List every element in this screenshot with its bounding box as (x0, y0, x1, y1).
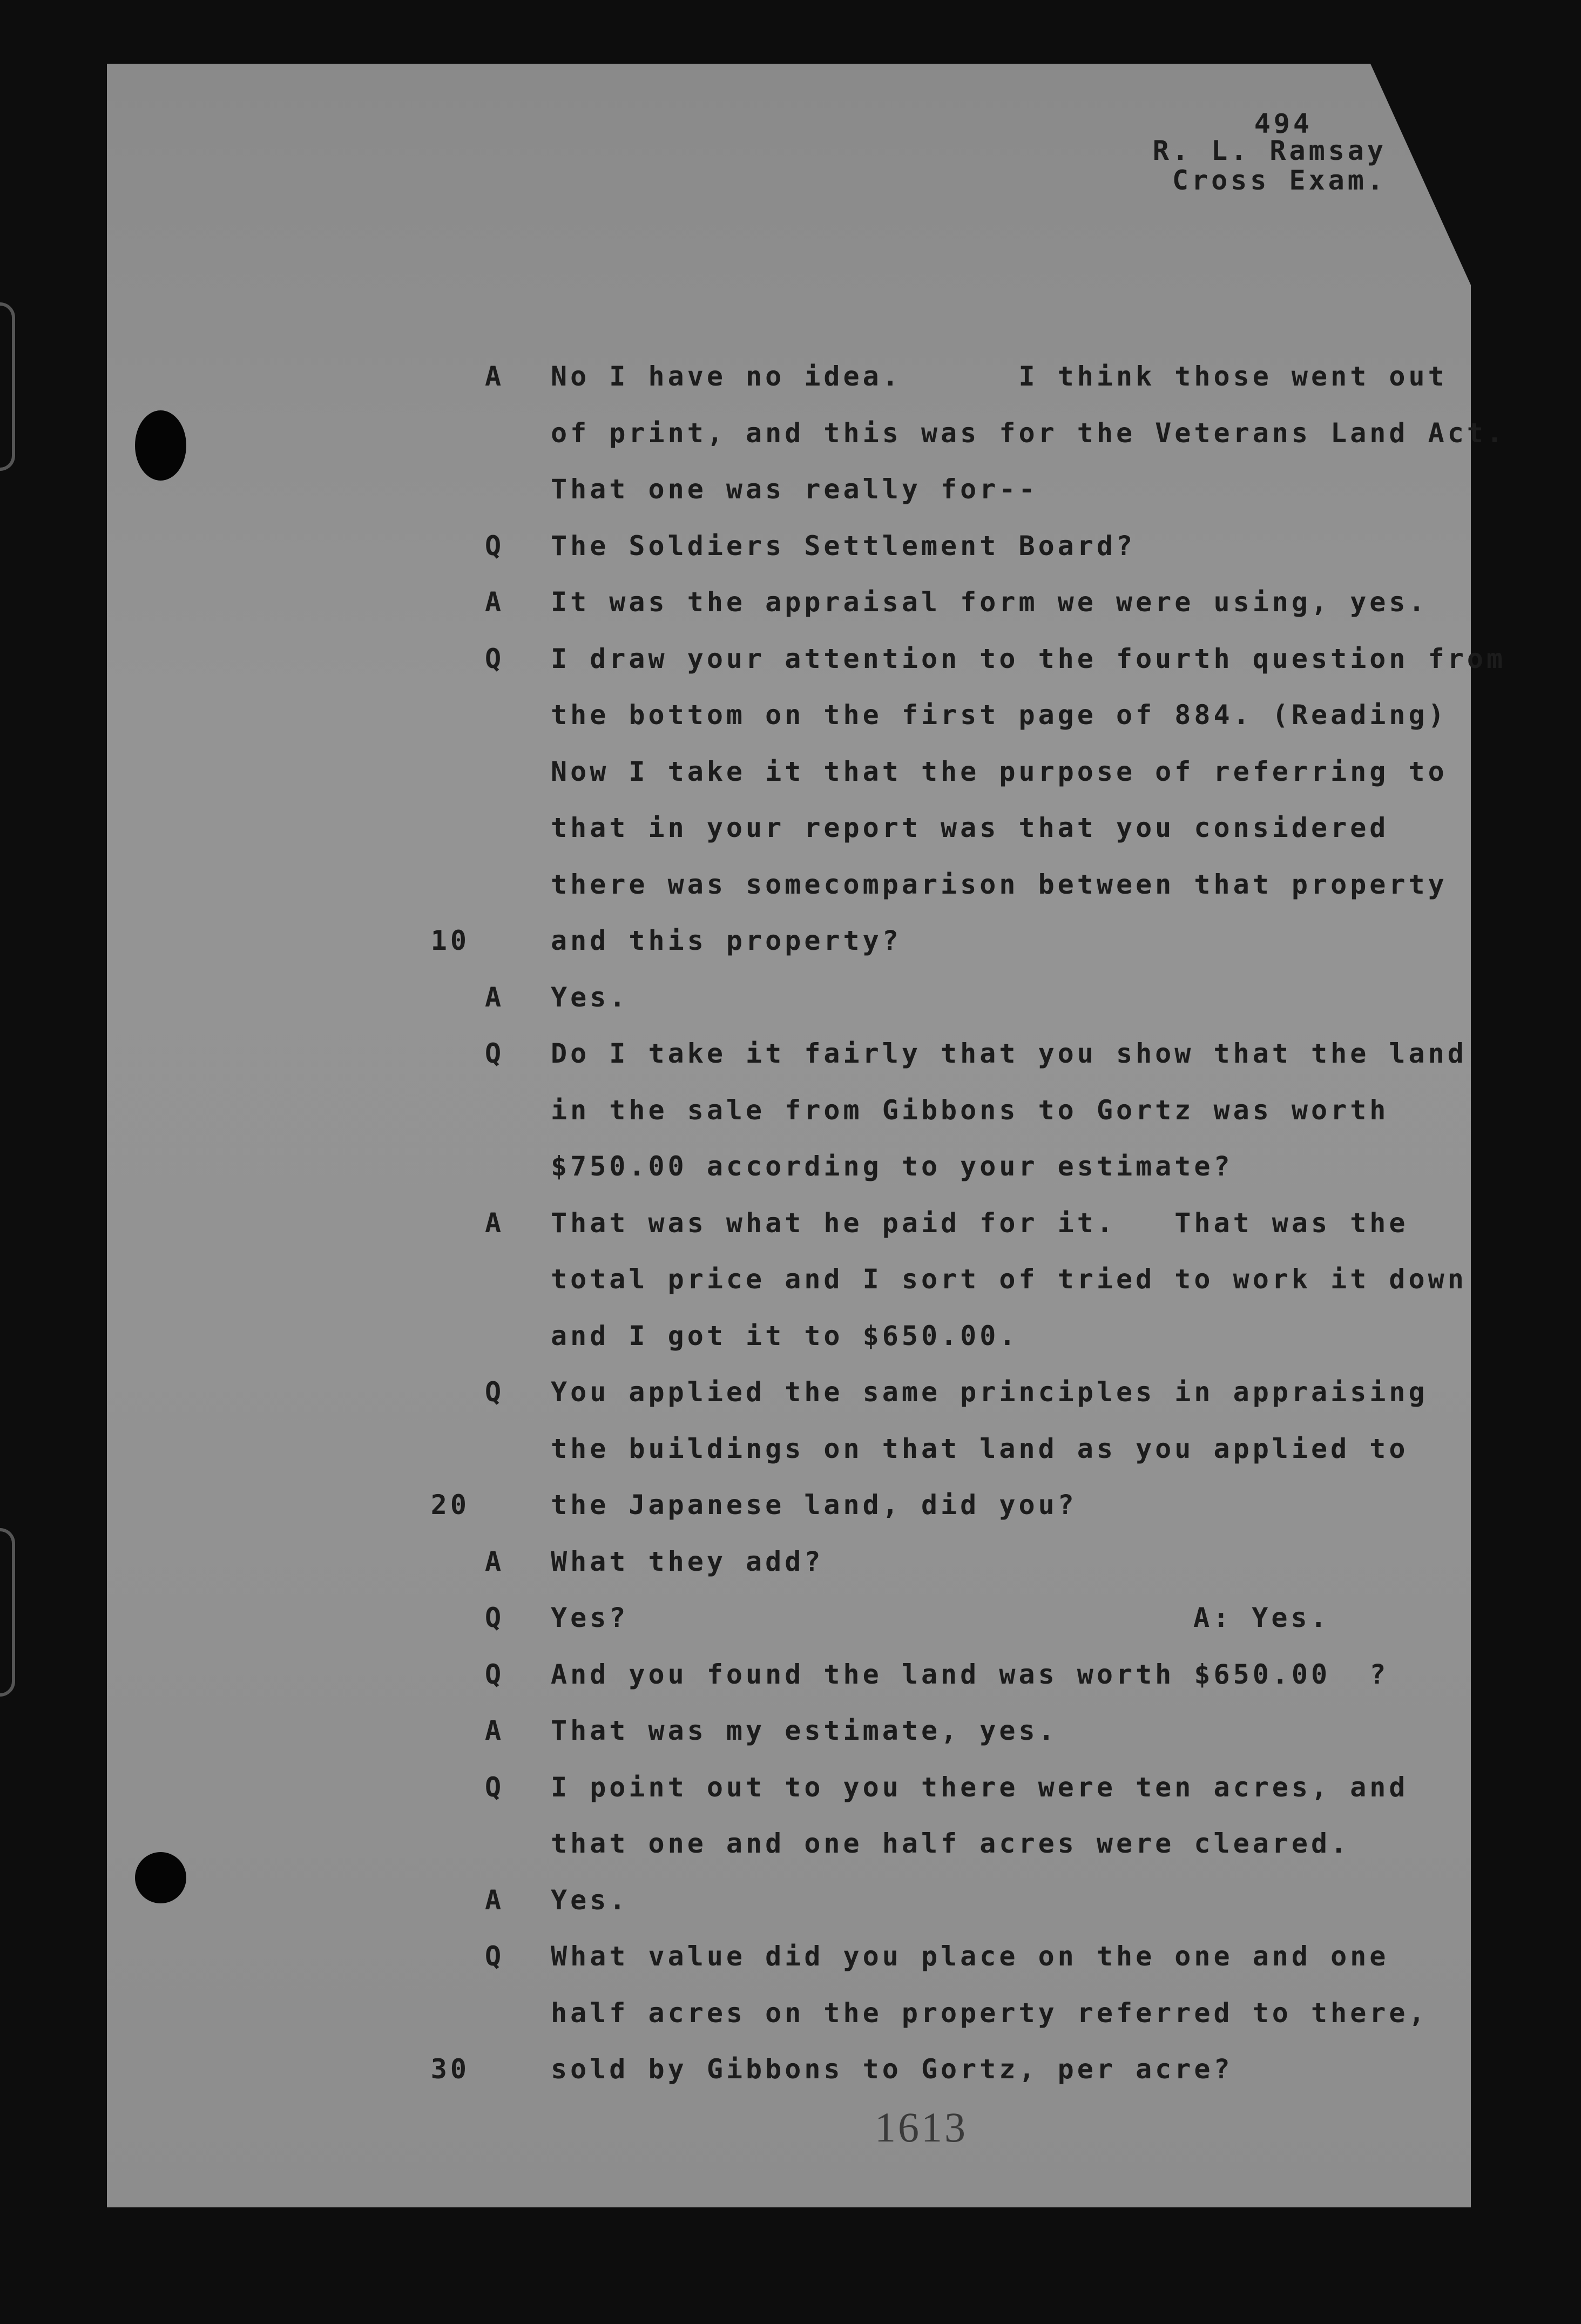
transcript-line (0, 1433, 1581, 1489)
line-text: Yes? (551, 1602, 629, 1633)
transcript-line (0, 1546, 1581, 1602)
transcript-line (0, 1151, 1581, 1207)
transcript-line (0, 2053, 1581, 2110)
transcript-line (0, 417, 1581, 474)
speaker-label: Q (485, 1602, 505, 1633)
transcript-line (0, 1884, 1581, 1941)
line-text: It was the appraisal form we were using, yes. (551, 586, 1428, 618)
speaker-label: Q (485, 1376, 505, 1408)
header-page-number: 494 (1254, 108, 1313, 139)
line-text: That was my estimate, yes. (551, 1715, 1058, 1746)
transcript-line (0, 1489, 1581, 1545)
line-number: 30 (430, 2053, 470, 2085)
speaker-label: A (485, 1715, 505, 1746)
line-text: I draw your attention to the fourth question from (551, 643, 1506, 674)
line-text: the bottom on the first page of 884. (Reading) (551, 699, 1448, 731)
line-text: The Soldiers Settlement Board? (551, 530, 1136, 562)
transcript-line (0, 643, 1581, 699)
transcript-line (0, 1207, 1581, 1264)
line-text: You applied the same principles in appraising (551, 1376, 1428, 1408)
transcript-line (0, 756, 1581, 812)
speaker-label: Q (485, 530, 505, 562)
transcript-line (0, 1772, 1581, 1828)
transcript-line (0, 530, 1581, 586)
transcript-line (0, 1997, 1581, 2053)
line-text: of print, and this was for the Veterans Land Act. (551, 417, 1506, 449)
transcript-line (0, 474, 1581, 530)
line-number: 20 (430, 1489, 470, 1521)
line-text: And you found the land was worth $650.00 ? (551, 1658, 1389, 1690)
transcript-line (0, 812, 1581, 868)
transcript-line (0, 925, 1581, 981)
transcript-line (0, 361, 1581, 417)
transcript-line (0, 1602, 1581, 1658)
line-text: What they add? (551, 1545, 824, 1577)
transcript-line (0, 1038, 1581, 1094)
line-text: there was somecomparison between that property (551, 868, 1448, 900)
inline-answer: A: Yes. (1193, 1602, 1330, 1633)
header-section: Cross Exam. (1172, 165, 1387, 196)
transcript-line (0, 699, 1581, 755)
line-text: sold by Gibbons to Gortz, per acre? (551, 2053, 1233, 2085)
transcript-line (0, 1320, 1581, 1376)
line-text: total price and I sort of tried to work it down (551, 1264, 1467, 1295)
line-text: What value did you place on the one and one (551, 1941, 1389, 1972)
line-text: in the sale from Gibbons to Gortz was worth (551, 1094, 1389, 1126)
line-text: $750.00 according to your estimate? (551, 1151, 1233, 1182)
speaker-label: A (485, 586, 505, 618)
line-text: Yes. (551, 981, 629, 1013)
line-text: I point out to you there were ten acres, and (551, 1771, 1409, 1803)
line-text: That was what he paid for it. That was the (551, 1207, 1409, 1239)
line-text: That one was really for-- (551, 474, 1038, 505)
header-witness: R. L. Ramsay (1152, 135, 1387, 166)
line-text: No I have no idea. I think those went out (551, 361, 1448, 392)
speaker-label: A (485, 361, 505, 392)
frame-stamp: 1613 (875, 2104, 968, 2151)
line-text: Yes. (551, 1884, 629, 1916)
transcript-line (0, 586, 1581, 643)
transcript-line (0, 1715, 1581, 1771)
speaker-label: Q (485, 643, 505, 674)
line-number: 10 (430, 925, 470, 956)
speaker-label: A (485, 1207, 505, 1239)
speaker-label: Q (485, 1038, 505, 1069)
speaker-label: A (485, 981, 505, 1013)
line-text: Do I take it fairly that you show that the land (551, 1038, 1467, 1069)
line-text: that one and one half acres were cleared. (551, 1828, 1350, 1859)
speaker-label: A (485, 1545, 505, 1577)
transcript-line (0, 1659, 1581, 1715)
transcript-line (0, 1264, 1581, 1320)
speaker-label: Q (485, 1658, 505, 1690)
line-text: half acres on the property referred to there, (551, 1997, 1428, 2029)
speaker-label: A (485, 1884, 505, 1916)
transcript-line (0, 869, 1581, 925)
transcript-line (0, 1941, 1581, 1997)
transcript-line (0, 1095, 1581, 1151)
transcript-line (0, 1828, 1581, 1884)
line-text: and this property? (551, 925, 902, 956)
speaker-label: Q (485, 1941, 505, 1972)
transcript-line (0, 982, 1581, 1038)
transcript-line (0, 1376, 1581, 1433)
line-text: that in your report was that you considered (551, 812, 1389, 843)
speaker-label: Q (485, 1771, 505, 1803)
line-text: the Japanese land, did you? (551, 1489, 1077, 1521)
line-text: the buildings on that land as you applied to (551, 1433, 1409, 1464)
line-text: and I got it to $650.00. (551, 1320, 1019, 1352)
line-text: Now I take it that the purpose of referring to (551, 755, 1448, 787)
